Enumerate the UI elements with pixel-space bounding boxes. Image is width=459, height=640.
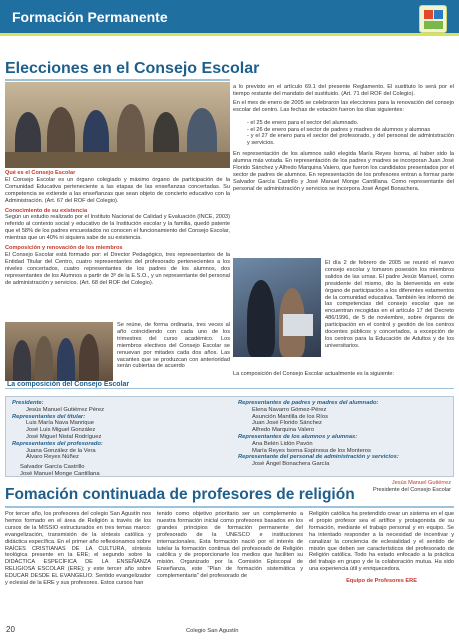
signature-role: Presidente del Consejo Escolar [372, 487, 451, 493]
role-label: Representantes de los alumnos y alumnas: [238, 433, 358, 440]
name-item: Ana Belén Lidón Pavón [252, 440, 313, 447]
paragraph: Por tercer año, los profesores del colegio San Agustín nos hemos formado en el área de Religión a través de los cursos de la MISSIO estructurados en tres temas marco: evangelización, transmisión de la síntesis católica y didáctica específica. En el primer año reflexionamos sobre RAÍCES CRISTIANAS DE LA CULTURA, síntesis teológica presente en la ERE; el segundo sobre la DIDÁCTICA ESPECÍFICA DE LA ENSEÑANZA RELIGIOSA ESCOLAR (ERE); y este tercer año sobre EDUCAR DESDE EL EVANGELIO. Sentido evangelizador y eclesial de la ERE y sus profesores. Estos cursos han [5, 511, 151, 587]
header-stripe [0, 33, 459, 36]
name-item: Elena Navarro Gómez-Pérez [252, 406, 327, 413]
paragraph: a lo previsto en el artículo 69.1 del presente Reglamento. El sustituto lo será por el tiempo restante del mandato del sustituido. (Art. 71 del ROF del Colegio). [233, 84, 454, 97]
name-item: María Reyes Isorna Espinosa de los Monteros [252, 447, 371, 454]
article2-signature: Equipo de Profesores ERE [346, 578, 417, 585]
box-divider [5, 388, 454, 389]
name-item: Jesús Manuel Gutiérrez Pérez [26, 406, 104, 413]
school-logo-icon [419, 5, 447, 33]
right-column-lower [325, 260, 454, 350]
signature-name: Jesús Manuel Gutiérrez [391, 480, 451, 486]
article2-col1 [5, 511, 151, 587]
composition-left [12, 400, 222, 461]
role-label: Presidente: [12, 400, 44, 406]
paragraph: tenido como objetivo prioritario ser un complemento a nuestra formación inicial como profesores basados en los grandes principios de formación permanente del profesorado de la UNESCO e instituciones internacionales. Esta formación nació por el interés de tutelar la formación continua del profesorado de Religión católica y de proporcionarle los medios que faciliten su misión. Organizado por la Comisión Episcopal de Enseñanza, este "Plan de formación sistemática y complementaria" del profesorado de [157, 511, 303, 580]
subhead: Qué es el Consejo Escolar [5, 170, 76, 176]
group-photo [5, 322, 113, 387]
composition-right [238, 400, 448, 468]
list-item: - y el 27 de enero para el sector del profesorado, y del personal de administración y servicios. [247, 133, 454, 147]
composition-intro [233, 371, 454, 378]
paragraph: El Consejo Escolar está formado por: el Director Pedagógico, tres representantes de la Entidad Titular del Centro, cuatro representantes del profesorado pertenecientes a los niveles concertados, cuatro representantes de los padres de los alumnos, dos representantes de los Alumnos a partir de 3º de la E.S.O., y un representante del personal de administración y servicios. (Art. 68 del ROF del Colegio). [5, 251, 230, 286]
name-item: Alfredo Marquina Valero [252, 427, 315, 434]
name-item: Álvaro Reyes Núñez [26, 454, 79, 461]
paragraph: En representación de los alumnos salió elegida María Reyes Isorna, al haber sido la alumna más votada. En representación de los padres y madres se incorporan Juan José Florido Sánchez y Alfredo Marquina Valero, que fueron los candidatos presentados por el sector de padres de alumnos. En representación de los profesores entran a formar parte Salvador García Castrillo y José Manuel Monge Cantillana. Como representante del personal de administración y servicios se incorpora José Ángel Bonachera. [233, 151, 454, 192]
left-column [5, 170, 230, 287]
paragraph: Religión católica ha pretendido crear un sistema en el que el propio profesor sea el artífice y protagonista de su formación, mediante el trabajo personal y en equipo. Se ha intentado responder a la necesidad de incentivar y canalizar la conciencia de eclesialidad y el sentido de misión que deben ser característicos del profesorado de Religión católica. Todo ha estado enfocado a la práctica del trabajo en grupo y de la colaboración mutua. Ha sido una experiencia útil y enriquecedora. [309, 511, 454, 573]
paragraph: Según un estudio realizado por el Instituto Nacional de Calidad y Evaluación (INCE, 2003) referido al contexto social y educativo de la Institución escolar y la familia, quedó patente que el 58% de los padres encuestados no conocen el funcionamiento del Consejo Escolar, mientras que un 40% ni siquiera sabe de su existencia. [5, 214, 230, 242]
name-item: Asunción Mantilla de los Ríos [252, 413, 329, 420]
section-title: Formación Permanente [12, 9, 168, 25]
council-meeting-photo [5, 82, 230, 168]
composition-left-tail [20, 464, 230, 478]
paragraph: Se reúne, de forma ordinaria, tres veces al año coincidiendo con cada uno de los trimestres del curso académico. Los miembros electivos del Consejo Escolar se renuevan por mitades cada dos años. Las vacantes que se produzcan con anterioridad serán cubiertas de acuerdo [117, 322, 230, 370]
paragraph: El día 2 de febrero de 2005 se reunió el nuevo consejo escolar y tomaron posesión los miembros salidos de las urnas. El padre Jesús Manuel, como presidente del mismo, dio la bienvenida en este órgano de participación a los diferentes estamentos de la comunidad educativa. También les informó de las competencias del consejo escolar que se encuentran recogidas en el artículo 17 del Decreto 486/1996, de 5 de noviembre, sobre órganos de participación en el control y gestión de los centros docentes públicos y concertados, a excepción de los centros para la Educación de Adultos y de los universitarios. [325, 260, 454, 349]
paragraph: El Consejo Escolar es un órgano colegiado y máximo órgano de participación de la Comunidad Educativa perteneciente a las etapas de las enseñanzas concertadas. Su competencia se extiende a las enseñanzas que sean objeto de concierto educativo con la Administración. (Art. 67 del ROF del Colegio). [5, 176, 230, 204]
title-divider [5, 79, 230, 81]
publication-name: Colegio San Agustín [186, 628, 239, 634]
list-item: - el 25 de enero para el sector del alumnado. [247, 119, 359, 126]
article2-col3 [309, 511, 454, 585]
right-column [233, 84, 454, 193]
paragraph: En el mes de enero de 2005 se celebraron las elecciones para la renovación del consejo escolar del centro. Las fechas de votación fueron los días siguientes: [233, 99, 454, 113]
middle-column [117, 322, 230, 370]
article2-col2 [157, 511, 303, 580]
dates-list [247, 120, 454, 148]
page-number: 20 [6, 625, 15, 634]
article-signature [373, 480, 451, 494]
subhead: Conocimiento de su existencia [5, 207, 88, 214]
name-item: José Ángel Bonachera García [252, 461, 330, 468]
title-divider-2 [5, 506, 454, 508]
subhead: Composición y renovación de los miembros [5, 245, 123, 252]
role-label: Representantes de padres y madres del alumnado: [238, 400, 379, 406]
article-title: Elecciones en el Consejo Escolar [5, 60, 260, 77]
role-label: Representantes del titular: [12, 413, 86, 420]
role-label: Representantes del profesorado: [12, 440, 103, 447]
name-item: Juan José Florido Sánchez [252, 420, 322, 427]
name-item: José Miguel Nistal Rodríguez [26, 433, 102, 440]
voting-photo [233, 258, 321, 357]
paragraph: La composición del Consejo Escolar actualmente es la siguiente: [233, 371, 395, 377]
role-label: Representante del personal de administración y servicios: [238, 454, 399, 461]
composition-label: La composición del Consejo Escolar [7, 381, 130, 388]
name-item: Luis María Nava Manrique [26, 420, 94, 427]
name-item: Juana González de la Vera [26, 447, 96, 454]
name-item: José Manuel Monge Cantillana [20, 470, 100, 477]
list-item: - el 26 de enero para el sector de padres y madres de alumnos y alumnas [247, 126, 431, 133]
name-item: Salvador García Castrillo [20, 464, 85, 470]
name-item: José Luis Miguel González [26, 427, 96, 434]
section-header-band [0, 0, 459, 36]
article-title-2: Fomación continuada de profesores de religión [5, 486, 355, 503]
